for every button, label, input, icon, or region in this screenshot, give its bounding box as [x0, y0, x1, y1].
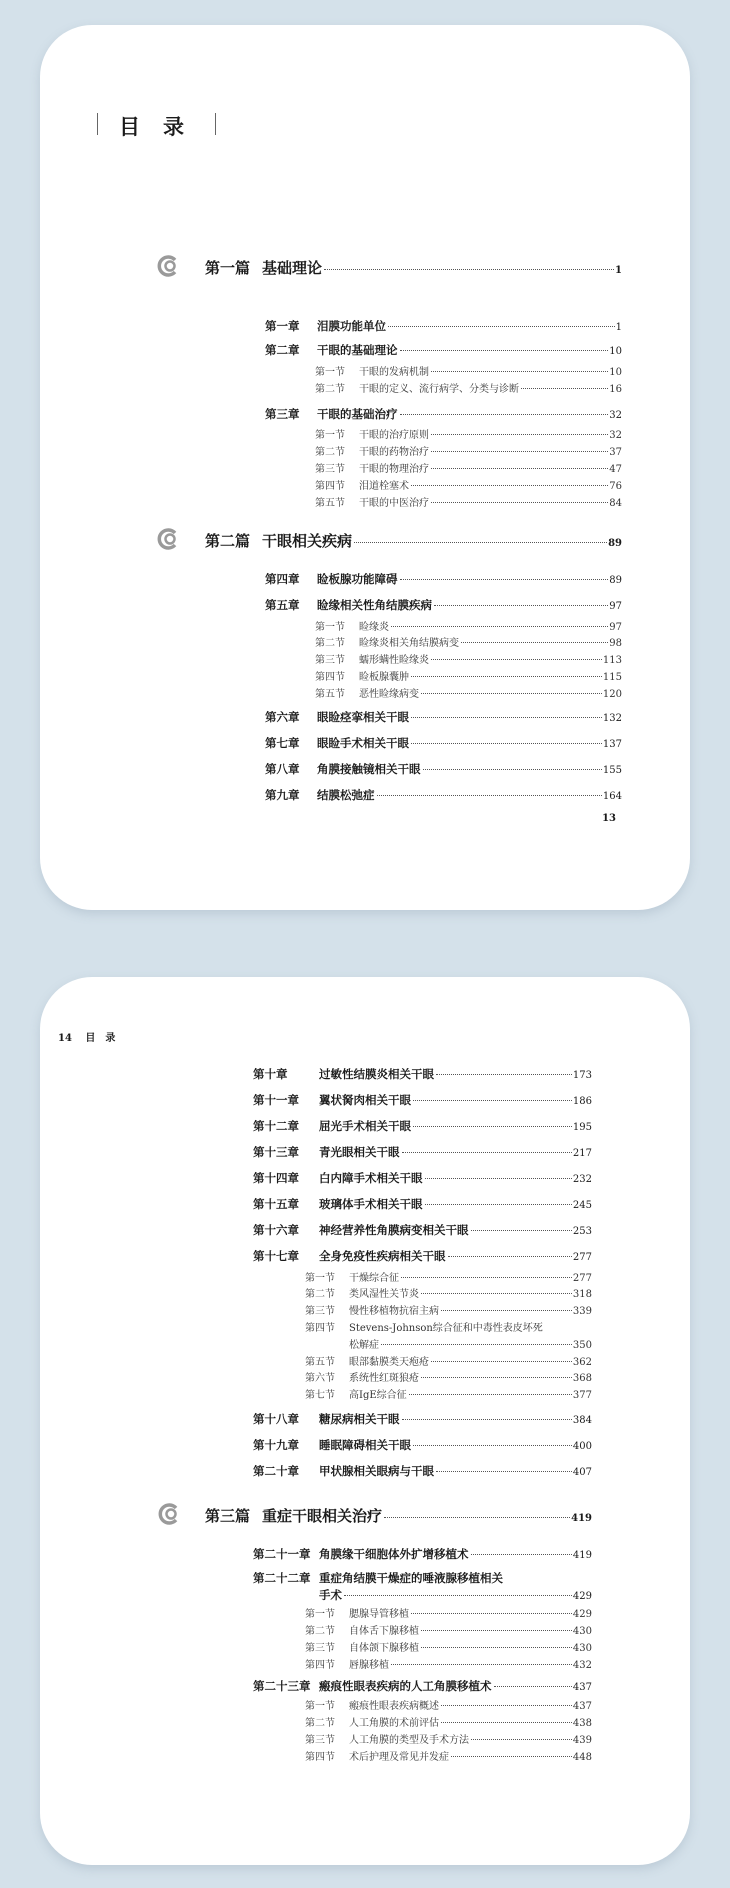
leader-dots [431, 1361, 572, 1362]
entry-page-number: 350 [572, 1340, 592, 1351]
entry-page-number: 439 [572, 1735, 592, 1746]
entry-page-number: 84 [609, 498, 622, 509]
entry-label: 第十八章 [253, 1411, 299, 1426]
entry-title: 慢性移植物抗宿主病 [349, 1306, 439, 1317]
leader-dots [344, 1595, 572, 1596]
entry-page-number: 217 [572, 1147, 592, 1159]
leader-dots [494, 1686, 572, 1687]
toc-entry-section[interactable] [305, 1714, 592, 1729]
leader-dots [436, 1074, 572, 1075]
entry-label: 第二篇 [205, 532, 251, 550]
entry-page-number: 437 [572, 1701, 592, 1712]
entry-title: 自体颌下腺移植 [349, 1643, 419, 1654]
leader-dots [400, 579, 609, 580]
entry-label: 第七节 [305, 1390, 335, 1401]
leader-dots [431, 502, 608, 503]
entry-page-number: 137 [602, 738, 622, 750]
leader-dots [421, 1377, 572, 1378]
toc-entry-chapter[interactable] [253, 1463, 592, 1479]
entry-page-number: 232 [572, 1173, 592, 1185]
entry-label: 第十五章 [253, 1196, 299, 1211]
entry-label: 第三节 [305, 1735, 335, 1746]
entry-label: 第四节 [315, 481, 345, 492]
toc-entry-section[interactable] [315, 443, 622, 458]
entry-label: 第十一章 [253, 1092, 299, 1107]
entry-title: 干眼的治疗原则 [359, 430, 429, 441]
entry-title: 干眼的药物治疗 [359, 447, 429, 458]
entry-page-number: 164 [602, 790, 622, 802]
toc-entry-section[interactable] [305, 1302, 592, 1317]
entry-title: 蠕形螨性睑缘炎 [359, 655, 429, 666]
entry-label: 第一节 [315, 430, 345, 441]
toc-entry-section[interactable] [305, 1285, 592, 1300]
leader-dots [421, 1630, 572, 1631]
entry-label: 第二十三章 [253, 1678, 311, 1693]
entry-page-number: 37 [609, 447, 622, 458]
toc-entry-chapter[interactable] [265, 406, 622, 422]
entry-page-number: 362 [572, 1357, 592, 1368]
entry-label: 第三节 [315, 655, 345, 666]
entry-page-number: 339 [572, 1306, 592, 1317]
entry-page-number: 432 [572, 1660, 592, 1671]
toc-entry-chapter[interactable] [265, 709, 622, 725]
leader-dots [411, 717, 602, 718]
toc-entry-section[interactable] [305, 1605, 592, 1620]
toc-entry-chapter[interactable] [253, 1144, 592, 1160]
toc-entry-chapter[interactable] [253, 1570, 592, 1586]
entry-label: 第十九章 [253, 1437, 299, 1452]
entry-title: 屈光手术相关干眼 [319, 1118, 411, 1133]
entry-page-number: 419 [572, 1549, 592, 1561]
leader-dots [400, 350, 609, 351]
entry-title: 白内障手术相关干眼 [319, 1170, 423, 1185]
toc-entry-section[interactable] [305, 1369, 592, 1384]
entry-title: 干眼相关疾病 [262, 532, 353, 550]
entry-label: 第五章 [265, 597, 300, 612]
entry-label: 第三节 [305, 1643, 335, 1654]
toc-entry-section[interactable] [305, 1622, 592, 1637]
entry-label: 第四节 [305, 1752, 335, 1763]
toc-entry-section[interactable] [305, 1748, 592, 1763]
entry-label: 第十四章 [253, 1170, 299, 1185]
toc-page-14 [40, 977, 690, 1865]
entry-label: 第十二章 [253, 1118, 299, 1133]
leader-dots [521, 388, 608, 389]
leader-dots [411, 485, 608, 486]
entry-page-number: 368 [572, 1373, 592, 1384]
toc-header [97, 109, 217, 139]
entry-title: 干眼的定义、流行病学、分类与诊断 [359, 384, 519, 395]
entry-label: 第一篇 [205, 259, 251, 277]
entry-page-number: 89 [608, 538, 622, 549]
entry-label: 第八章 [265, 761, 300, 776]
toc-entry-section[interactable] [305, 1731, 592, 1746]
header-right-bar [215, 113, 216, 135]
entry-title: 角膜接触镜相关干眼 [317, 761, 421, 776]
entry-page-number: 277 [572, 1251, 592, 1263]
entry-title: 青光眼相关干眼 [319, 1144, 400, 1159]
entry-page-number: 97 [609, 622, 622, 633]
toc-entry-section[interactable] [305, 1639, 592, 1654]
entry-page-number: 115 [602, 672, 622, 683]
entry-label: 第一节 [305, 1273, 335, 1284]
leader-dots [448, 1256, 572, 1257]
entry-title: 干眼的发病机制 [359, 367, 429, 378]
leader-dots [324, 269, 614, 270]
entry-label: 第四节 [305, 1323, 335, 1334]
entry-page-number: 277 [572, 1273, 592, 1284]
entry-title: 眼睑手术相关干眼 [317, 735, 409, 750]
leader-dots [411, 676, 602, 677]
entry-title: 结膜松弛症 [317, 787, 375, 802]
entry-title: 全身免疫性疾病相关干眼 [319, 1248, 446, 1263]
toc-entry-chapter[interactable] [253, 1222, 592, 1238]
toc-entry-chapter[interactable] [265, 761, 622, 777]
leader-dots [441, 1705, 572, 1706]
entry-label: 第二节 [305, 1626, 335, 1637]
leader-dots [431, 451, 608, 452]
entry-label: 第二节 [315, 638, 345, 649]
leader-dots [384, 1517, 570, 1518]
entry-label: 第十章 [253, 1066, 288, 1081]
toc-entry-part[interactable] [205, 1505, 592, 1526]
leader-dots [451, 1756, 572, 1757]
toc-entry-chapter[interactable] [253, 1066, 592, 1082]
header-title: 目 录 [119, 114, 185, 139]
entry-title: 瘢痕性眼表疾病概述 [349, 1701, 439, 1712]
toc-entry-chapter[interactable] [253, 1587, 592, 1603]
entry-label: 第三节 [315, 464, 345, 475]
leader-dots [402, 1152, 572, 1153]
entry-label: 第二十二章 [253, 1570, 311, 1585]
toc-entry-section[interactable] [315, 668, 622, 683]
entry-title: 翼状胬肉相关干眼 [319, 1092, 411, 1107]
entry-label: 第九章 [265, 787, 300, 802]
leader-dots [413, 1100, 572, 1101]
entry-page-number: 76 [609, 481, 622, 492]
entry-title: 人工角膜的术前评估 [349, 1718, 439, 1729]
entry-page-number: 1 [615, 265, 622, 276]
leader-dots [354, 542, 607, 543]
entry-page-number: 318 [572, 1289, 592, 1300]
leader-dots [441, 1722, 572, 1723]
toc-entry-section[interactable] [315, 380, 622, 395]
page-number: 13 [602, 813, 616, 824]
entry-title: 睑缘相关性角结膜疾病 [317, 597, 432, 612]
entry-title: 干燥综合征 [349, 1273, 399, 1284]
entry-title: 睑缘炎 [359, 622, 389, 633]
toc-entry-chapter[interactable] [253, 1118, 592, 1134]
entry-page-number: 98 [609, 638, 622, 649]
entry-page-number: 186 [572, 1095, 592, 1107]
leader-dots [425, 1178, 572, 1179]
toc-entry-section[interactable] [305, 1353, 592, 1368]
toc-entry-section[interactable] [315, 477, 622, 492]
toc-entry-section[interactable] [315, 618, 622, 633]
entry-title: 自体舌下腺移植 [349, 1626, 419, 1637]
running-head-number: 14 [58, 1033, 72, 1044]
leader-dots [411, 743, 602, 744]
entry-page-number: 47 [609, 464, 622, 475]
leader-dots [391, 1664, 572, 1665]
entry-label: 第一章 [265, 318, 300, 333]
entry-title: 重症角结膜干燥症的唾液腺移植相关 [319, 1570, 503, 1585]
leader-dots [381, 1344, 572, 1345]
toc-entry-chapter[interactable] [253, 1092, 592, 1108]
entry-page-number: 245 [572, 1199, 592, 1211]
toc-entry-chapter[interactable] [265, 342, 622, 358]
toc-entry-section[interactable] [315, 685, 622, 700]
entry-title: 系统性红斑狼疮 [349, 1373, 419, 1384]
entry-title: 恶性睑缘病变 [359, 689, 419, 700]
leader-dots [421, 1647, 572, 1648]
entry-title: 眼睑痉挛相关干眼 [317, 709, 409, 724]
entry-page-number: 438 [572, 1718, 592, 1729]
entry-title: 干眼的物理治疗 [359, 464, 429, 475]
entry-page-number: 32 [609, 430, 622, 441]
toc-entry-section[interactable] [305, 1697, 592, 1712]
entry-label: 第一节 [315, 367, 345, 378]
entry-page-number: 429 [572, 1609, 592, 1620]
entry-label: 第二节 [305, 1718, 335, 1729]
toc-entry-section[interactable] [305, 1336, 592, 1351]
toc-entry-chapter[interactable] [265, 735, 622, 751]
part-badge-icon [157, 527, 181, 551]
leader-dots [391, 626, 608, 627]
entry-label: 第三章 [265, 406, 300, 421]
leader-dots [471, 1230, 572, 1231]
entry-page-number: 132 [602, 712, 622, 724]
entry-page-number: 97 [609, 600, 622, 612]
toc-entry-chapter[interactable] [253, 1546, 592, 1562]
header-left-bar [97, 113, 98, 135]
entry-title: 糖尿病相关干眼 [319, 1411, 400, 1426]
leader-dots [409, 1394, 572, 1395]
entry-label: 第一节 [305, 1609, 335, 1620]
toc-entry-part[interactable] [205, 257, 622, 278]
toc-entry-section[interactable] [305, 1319, 592, 1334]
entry-title: 腮腺导管移植 [349, 1609, 409, 1620]
leader-dots [421, 1293, 572, 1294]
toc-page-13 [40, 25, 690, 910]
entry-label: 第六章 [265, 709, 300, 724]
entry-label: 第二章 [265, 342, 300, 357]
entry-label: 第十六章 [253, 1222, 299, 1237]
leader-dots [434, 605, 608, 606]
entry-title: 泪膜功能单位 [317, 318, 386, 333]
entry-title: 眼部黏膜类天疱疮 [349, 1357, 429, 1368]
toc-entry-chapter[interactable] [265, 787, 622, 803]
entry-page-number: 430 [572, 1626, 592, 1637]
entry-label: 第五节 [315, 689, 345, 700]
entry-title: 睑板腺囊肿 [359, 672, 409, 683]
entry-page-number: 155 [602, 764, 622, 776]
entry-label: 第七章 [265, 735, 300, 750]
leader-dots [377, 795, 602, 796]
entry-label: 第六节 [305, 1373, 335, 1384]
entry-title: 神经营养性角膜病变相关干眼 [319, 1222, 469, 1237]
leader-dots [421, 693, 602, 694]
entry-title: 瘢痕性眼表疾病的人工角膜移植术 [319, 1678, 492, 1693]
toc-entry-chapter[interactable] [265, 597, 622, 613]
entry-page-number: 32 [609, 409, 622, 421]
toc-entry-section[interactable] [315, 363, 622, 378]
running-head-title: 目 录 [85, 1033, 116, 1044]
leader-dots [461, 642, 608, 643]
entry-title: 基础理论 [262, 259, 323, 277]
entry-page-number: 173 [572, 1069, 592, 1081]
toc-entry-section[interactable] [315, 460, 622, 475]
entry-title: 玻璃体手术相关干眼 [319, 1196, 423, 1211]
entry-page-number: 437 [572, 1681, 592, 1693]
entry-label: 第五节 [305, 1357, 335, 1368]
entry-label: 第二十一章 [253, 1546, 311, 1561]
entry-label: 第十七章 [253, 1248, 299, 1263]
entry-page-number: 419 [571, 1513, 592, 1524]
entry-title: 唇腺移植 [349, 1660, 389, 1671]
entry-page-number: 384 [572, 1414, 592, 1426]
entry-label: 第十三章 [253, 1144, 299, 1159]
toc-entry-chapter[interactable] [253, 1248, 592, 1264]
entry-page-number: 1 [615, 321, 622, 333]
entry-title: 泪道栓塞术 [359, 481, 409, 492]
entry-title: 干眼的基础理论 [317, 342, 398, 357]
toc-entry-section[interactable] [315, 651, 622, 666]
toc-entry-chapter[interactable] [253, 1170, 592, 1186]
toc-entry-chapter[interactable] [253, 1196, 592, 1212]
running-head [58, 1029, 125, 1044]
entry-title: 睑缘炎相关角结膜病变 [359, 638, 459, 649]
entry-label: 第五节 [315, 498, 345, 509]
leader-dots [431, 371, 608, 372]
leader-dots [425, 1204, 572, 1205]
entry-label: 第四章 [265, 571, 300, 586]
entry-page-number: 253 [572, 1225, 592, 1237]
entry-title: 睑板腺功能障碍 [317, 571, 398, 586]
entry-page-number: 429 [572, 1590, 592, 1602]
entry-page-number: 113 [602, 655, 622, 666]
entry-label: 第三节 [305, 1306, 335, 1317]
toc-entry-chapter[interactable] [265, 318, 622, 334]
entry-title: Stevens-Johnson综合征和中毒性表皮坏死 [349, 1323, 543, 1334]
leader-dots [431, 659, 602, 660]
part-badge-icon [158, 1502, 182, 1526]
entry-page-number: 10 [609, 367, 622, 378]
toc-entry-section[interactable] [315, 634, 622, 649]
entry-title: 人工角膜的类型及手术方法 [349, 1735, 469, 1746]
entry-title: 角膜缘干细胞体外扩增移植术 [319, 1546, 469, 1561]
entry-page-number: 10 [609, 345, 622, 357]
toc-entry-section[interactable] [305, 1656, 592, 1671]
entry-page-number: 407 [572, 1466, 592, 1478]
entry-page-number: 16 [609, 384, 622, 395]
entry-title: 过敏性结膜炎相关干眼 [319, 1066, 434, 1081]
entry-title: 手术 [319, 1587, 342, 1602]
toc-entry-section[interactable] [315, 426, 622, 441]
entry-label: 第一节 [315, 622, 345, 633]
entry-label: 第二节 [315, 384, 345, 395]
leader-dots [471, 1554, 572, 1555]
entry-title: 睡眠障碍相关干眼 [319, 1437, 411, 1452]
leader-dots [413, 1445, 572, 1446]
entry-page-number: 195 [572, 1121, 592, 1133]
toc-entry-section[interactable] [315, 494, 622, 509]
entry-label: 第四节 [305, 1660, 335, 1671]
leader-dots [411, 1613, 572, 1614]
leader-dots [431, 468, 608, 469]
toc-entry-part[interactable] [205, 530, 622, 551]
leader-dots [431, 434, 608, 435]
toc-entry-chapter[interactable] [253, 1678, 592, 1694]
entry-page-number: 430 [572, 1643, 592, 1654]
entry-title: 甲状腺相关眼病与干眼 [319, 1463, 434, 1478]
toc-entry-chapter[interactable] [253, 1411, 592, 1427]
entry-page-number: 448 [572, 1752, 592, 1763]
entry-page-number: 400 [572, 1440, 592, 1452]
leader-dots [441, 1310, 572, 1311]
entry-title: 重症干眼相关治疗 [262, 1507, 383, 1525]
toc-entry-section[interactable] [305, 1386, 592, 1401]
leader-dots [400, 414, 609, 415]
entry-label: 第二十章 [253, 1463, 299, 1478]
entry-page-number: 120 [602, 689, 622, 700]
entry-page-number: 89 [609, 574, 622, 586]
entry-title: 松解症 [349, 1340, 379, 1351]
entry-title: 干眼的中医治疗 [359, 498, 429, 509]
toc-entry-chapter[interactable] [265, 571, 622, 587]
entry-label: 第三篇 [205, 1507, 251, 1525]
entry-title: 术后护理及常见并发症 [349, 1752, 449, 1763]
part-badge-icon [157, 254, 181, 278]
entry-page-number: 377 [572, 1390, 592, 1401]
entry-label: 第一节 [305, 1701, 335, 1712]
entry-label: 第二节 [315, 447, 345, 458]
entry-title: 高IgE综合征 [349, 1390, 407, 1401]
entry-title: 干眼的基础治疗 [317, 406, 398, 421]
toc-entry-section[interactable] [305, 1269, 592, 1284]
leader-dots [413, 1126, 572, 1127]
leader-dots [436, 1471, 572, 1472]
toc-entry-chapter[interactable] [253, 1437, 592, 1453]
leader-dots [402, 1419, 572, 1420]
leader-dots [401, 1277, 572, 1278]
entry-label: 第四节 [315, 672, 345, 683]
entry-label: 第二节 [305, 1289, 335, 1300]
entry-title: 类风湿性关节炎 [349, 1289, 419, 1300]
leader-dots [423, 769, 602, 770]
leader-dots [471, 1739, 572, 1740]
leader-dots [388, 326, 615, 327]
